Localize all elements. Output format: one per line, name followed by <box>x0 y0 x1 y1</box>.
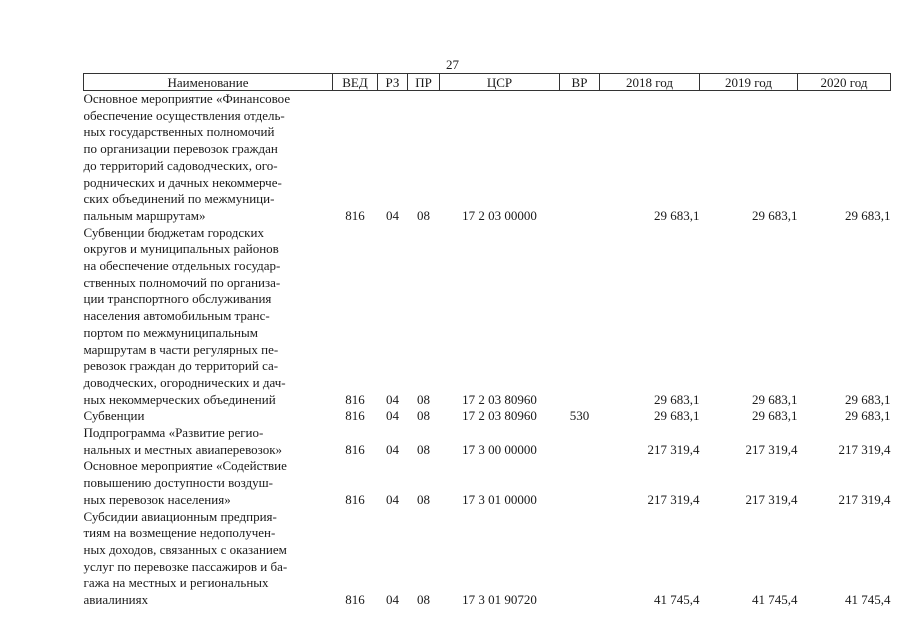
cell-2020: 29 683,1 <box>845 408 891 424</box>
table-header-row <box>84 74 891 91</box>
header-pr: ПР <box>408 74 440 91</box>
cell-ved: 816 <box>345 207 365 223</box>
table-body <box>84 91 891 609</box>
name-line: Субсидии авиационным предприя- <box>83 508 277 524</box>
name-line: населения автомобильным транс- <box>83 308 270 324</box>
cell-2018: 29 683,1 <box>654 408 700 424</box>
table-row <box>84 408 891 425</box>
cell-2020: 41 745,4 <box>845 592 891 608</box>
cell-pr: 08 <box>417 592 430 608</box>
name-line: округов и муниципальных районов <box>83 241 279 257</box>
header-vr: ВР <box>560 74 600 91</box>
name-line: обеспечение осуществления отдель- <box>83 107 285 123</box>
name-line: повышению доступности воздуш- <box>83 475 274 491</box>
name-line: нальных и местных авиаперевозок» <box>83 441 283 457</box>
name-line: авиалиниях <box>83 592 149 608</box>
table-row <box>84 458 891 508</box>
cell-2018: 29 683,1 <box>654 391 700 407</box>
cell-2018: 217 319,4 <box>647 491 700 507</box>
name-line: Субвенции бюджетам городских <box>83 224 264 240</box>
cell-name <box>84 91 333 225</box>
name-line: ревозок граждан до территорий са- <box>83 358 279 374</box>
header-2019: 2019 год <box>700 74 798 91</box>
cell-name <box>84 509 333 609</box>
cell-pr: 08 <box>417 408 430 424</box>
name-line: тиям на возмещение недополучен- <box>83 525 276 541</box>
header-2018: 2018 год <box>600 74 700 91</box>
cell-name <box>84 458 333 508</box>
cell-rz: 04 <box>386 391 399 407</box>
name-line: Основное мероприятие «Содействие <box>83 458 287 474</box>
cell-2019: 29 683,1 <box>752 408 798 424</box>
cell-rz: 04 <box>386 441 399 457</box>
cell-name <box>84 408 333 425</box>
cell-vr <box>560 509 600 609</box>
name-line: Основное мероприятие «Финансовое <box>83 91 291 106</box>
name-line: ных государственных полномочий <box>83 124 275 140</box>
cell-pr: 08 <box>417 491 430 507</box>
cell-pr: 08 <box>417 207 430 223</box>
cell-vr <box>560 225 600 409</box>
name-line: маршрутам в части регулярных пе- <box>83 341 279 357</box>
cell-2019: 29 683,1 <box>752 391 798 407</box>
cell-csr: 17 3 01 00000 <box>462 491 537 507</box>
cell-2020: 29 683,1 <box>845 391 891 407</box>
cell-rz: 04 <box>386 207 399 223</box>
cell-ved: 816 <box>345 592 365 608</box>
table-row <box>84 425 891 458</box>
cell-csr: 17 2 03 80960 <box>462 408 537 424</box>
cell-2019: 29 683,1 <box>752 207 798 223</box>
name-line: роднических и дачных некоммерче- <box>83 174 282 190</box>
name-line: ции транспортного обслуживания <box>83 291 272 307</box>
cell-csr: 17 3 01 90720 <box>462 592 537 608</box>
budget-table <box>83 73 891 609</box>
cell-2019: 217 319,4 <box>745 441 798 457</box>
name-line: Подпрограмма «Развитие регио- <box>83 425 264 441</box>
header-2020: 2020 год <box>798 74 891 91</box>
table-row <box>84 91 891 225</box>
cell-2019: 217 319,4 <box>745 491 798 507</box>
cell-vr <box>560 91 600 225</box>
cell-2019: 41 745,4 <box>752 592 798 608</box>
cell-2020: 217 319,4 <box>838 441 891 457</box>
cell-rz: 04 <box>386 408 399 424</box>
name-line: услуг по перевозке пассажиров и ба- <box>83 558 288 574</box>
cell-rz: 04 <box>386 491 399 507</box>
cell-vr <box>560 425 600 458</box>
name-line: гажа на местных и региональных <box>83 575 269 591</box>
name-line: ных некоммерческих объединений <box>83 391 276 407</box>
cell-ved: 816 <box>345 391 365 407</box>
name-line: ственных полномочий по организа- <box>83 274 281 290</box>
cell-vr: 530 <box>569 408 590 424</box>
header-name: Наименование <box>84 74 333 91</box>
name-line: пальным маршрутам» <box>83 207 206 223</box>
name-line: Субвенции <box>83 408 145 424</box>
cell-rz: 04 <box>386 592 399 608</box>
cell-2018: 41 745,4 <box>654 592 700 608</box>
name-line: по организации перевозок граждан <box>83 141 278 157</box>
cell-vr <box>560 458 600 508</box>
name-line: ных перевозок населения» <box>83 491 231 507</box>
cell-name <box>84 225 333 409</box>
cell-csr: 17 3 00 00000 <box>462 441 537 457</box>
cell-ved: 816 <box>345 441 365 457</box>
cell-csr: 17 2 03 00000 <box>462 207 537 223</box>
cell-name <box>84 425 333 458</box>
cell-ved: 816 <box>345 408 365 424</box>
cell-csr: 17 2 03 80960 <box>462 391 537 407</box>
page-number: 27 <box>446 57 459 72</box>
name-line: ных доходов, связанных с оказанием <box>83 541 287 557</box>
header-csr: ЦСР <box>440 74 560 91</box>
header-rz: РЗ <box>378 74 408 91</box>
header-ved: ВЕД <box>333 74 378 91</box>
cell-pr: 08 <box>417 441 430 457</box>
name-line: до территорий садоводческих, ого- <box>83 157 278 173</box>
cell-2020: 29 683,1 <box>845 207 891 223</box>
cell-ved: 816 <box>345 491 365 507</box>
cell-pr: 08 <box>417 391 430 407</box>
name-line: портом по межмуниципальным <box>83 324 258 340</box>
name-line: ских объединений по межмуници- <box>83 191 275 207</box>
name-line: на обеспечение отдельных государ- <box>83 258 281 274</box>
cell-2018: 217 319,4 <box>647 441 700 457</box>
table-row <box>84 509 891 609</box>
cell-2018: 29 683,1 <box>654 207 700 223</box>
name-line: доводческих, огороднических и дач- <box>83 374 286 390</box>
cell-2020: 217 319,4 <box>838 491 891 507</box>
table-row <box>84 225 891 409</box>
